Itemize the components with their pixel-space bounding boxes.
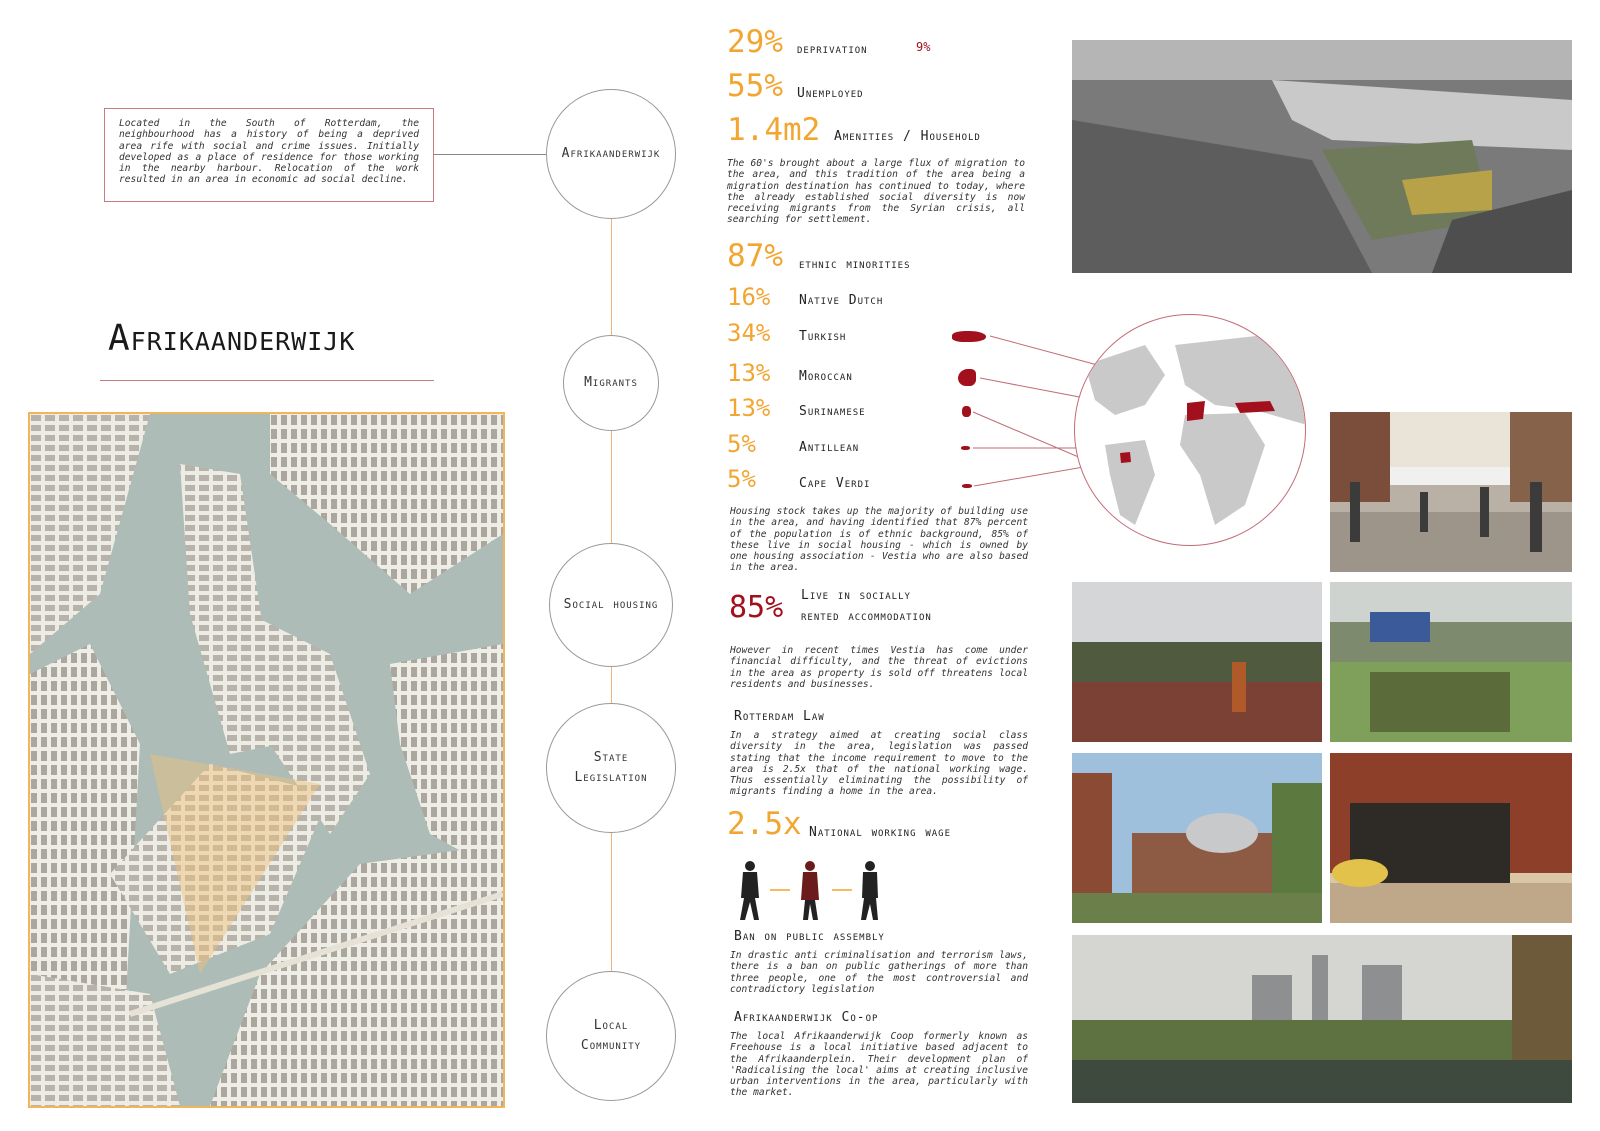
wage-value: 2.5x — [727, 806, 802, 842]
social-housing-label-1: Live in socially — [801, 588, 911, 603]
building-photo — [1072, 753, 1322, 923]
ethnic-row-label: Surinamese — [799, 404, 866, 419]
stat-unemployed-label: Unemployed — [797, 86, 864, 101]
ethnic-minorities-label: ethnic minorities — [799, 257, 911, 272]
coop-heading: Afrikaanderwijk Co-op — [734, 1010, 879, 1025]
stat-deprivation-value: 29% — [727, 24, 783, 60]
vestia-paragraph: However in recent times Vestia has come under financial difficulty, and the threat of evictions in the area as property is sold off threatens local residents and businesses. — [730, 645, 1028, 690]
assembly-paragraph: In drastic anti criminalisation and terrorism laws, there is a ban on public gatherings of more than three people, one of the most controversial and contradictory legislation — [730, 950, 1028, 995]
park-photo — [1072, 582, 1322, 742]
coop-paragraph: The local Afrikaanderwijk Coop formerly known as Freehouse is a local initiative based adjacent to the Afrikaanderplein. Their development plan of 'Radicalising the local' aims at creating inclusive urban interventions in the area, particularly with the market. — [730, 1031, 1028, 1099]
timeline-label: Local — [593, 1018, 629, 1033]
ethnic-row-label: Cape Verdi — [799, 476, 871, 491]
ethnic-row-value: 5% — [727, 465, 756, 493]
timeline-label: State — [593, 750, 629, 765]
world-globe — [1074, 314, 1306, 546]
aerial-city-photo — [1072, 40, 1572, 273]
rotterdam-law-paragraph: In a strategy aimed at creating social class diversity in the area, legislation was passed stating that the income requirement to move to the area is 2.5x that of the national working wage. Thus essentially eliminating the possibility of migrants finding a home in the area. — [730, 730, 1028, 798]
social-housing-label-2: rented accommodation — [801, 609, 932, 624]
ethnic-row-value: 13% — [727, 359, 771, 387]
rotterdam-law-heading: Rotterdam Law — [734, 709, 825, 724]
timeline-label: Community — [580, 1038, 642, 1053]
garden-photo — [1330, 582, 1572, 742]
ethnic-row-value: 34% — [727, 319, 771, 347]
stat-unemployed-value: 55% — [727, 68, 783, 104]
timeline-label: Legislation — [574, 770, 648, 785]
ethnic-row-value: 13% — [727, 394, 771, 422]
social-housing-value: 85% — [729, 590, 784, 625]
stat-amenities-value: 1.4m2 — [727, 112, 821, 148]
timeline-label: Migrants — [584, 375, 638, 390]
skyline-park-photo — [1072, 935, 1572, 1103]
stat-amenities-label: Amenities / Household — [834, 129, 981, 144]
migration-paragraph: The 60's brought about a large flux of migration to the area, and this tradition of the area being a migration destination has continued to today, where the already established social diversity is now receiving migrants from the Syrian crisis, all searching for settlement. — [727, 158, 1025, 226]
ethnic-row-label: Turkish — [799, 329, 847, 344]
ethnic-row-value: 5% — [727, 430, 756, 458]
stat-deprivation-label: deprivation — [797, 42, 868, 57]
housing-paragraph: Housing stock takes up the majority of building use in the area, and having identified that 87% percent of the population is of ethnic background, 85% of these live in social housing - which is owned by one housing association - Vestia who are also based in the area. — [730, 506, 1028, 574]
gate-photo — [1330, 753, 1572, 923]
ethnic-row-label: Antillean — [799, 440, 860, 455]
intro-text-box: Located in the South of Rotterdam, the neighbourhood has a history of being a deprived area rife with social and crime issues. Initially developed as a place of residence for those working in the nearby harbour. Relocation of the work resulted in an area in economic ad social decline. — [104, 108, 434, 202]
ethnic-minorities-value: 87% — [727, 238, 783, 274]
assembly-heading: Ban on public assembly — [734, 929, 885, 944]
wage-label: National working wage — [809, 825, 952, 840]
market-photo — [1330, 412, 1572, 572]
ethnic-row-label: Moroccan — [799, 369, 853, 384]
ethnic-row-value: 16% — [727, 283, 771, 311]
timeline-label: Social housing — [563, 597, 659, 612]
timeline-label: Afrikaanderwijk — [561, 146, 661, 161]
stat-deprivation-extra: 9% — [916, 40, 931, 54]
page-title: Afrikaanderwijk — [108, 318, 356, 359]
ethnic-row-label: Native Dutch — [799, 293, 884, 308]
three-people-figures — [730, 858, 890, 922]
